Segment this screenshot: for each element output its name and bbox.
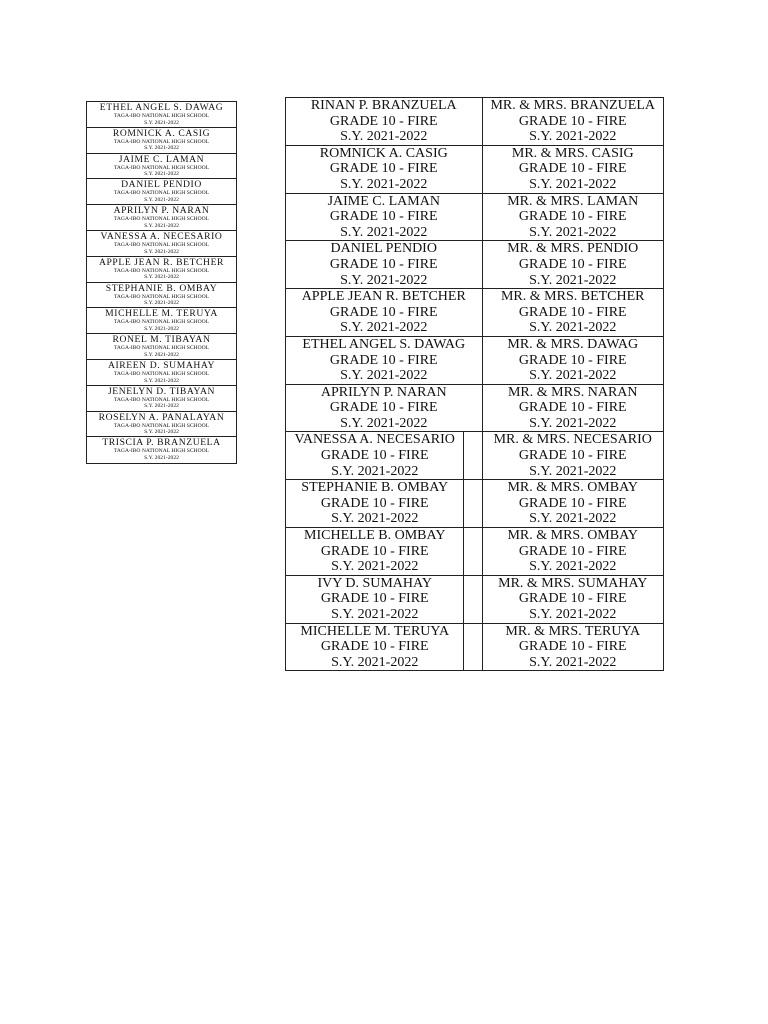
table-row	[286, 623, 664, 671]
tag-name: RONEL M. TIBAYAN	[112, 334, 211, 346]
tag-name: ROMNICK A. CASIG	[112, 127, 211, 139]
parent-grade: GRADE 10 - FIRE	[518, 352, 627, 368]
parent-name: MR. & MRS. LAMAN	[507, 193, 639, 209]
tag-school: TAGA-IBO NATIONAL HIGH SCHOOL	[113, 241, 210, 248]
name-tag	[87, 334, 236, 360]
tag-school: TAGA-IBO NATIONAL HIGH SCHOOL	[113, 422, 210, 429]
student-grade: GRADE 10 - FIRE	[329, 400, 438, 416]
parent-cell	[482, 98, 663, 146]
student-grade: GRADE 10 - FIRE	[329, 256, 438, 272]
student-grade: GRADE 10 - FIRE	[329, 352, 438, 368]
parent-name: MR. & MRS. NECESARIO	[493, 432, 652, 448]
tag-school-year: S.Y. 2021-2022	[144, 274, 179, 281]
parent-school-year: S.Y. 2021-2022	[529, 129, 617, 145]
student-grade: GRADE 10 - FIRE	[320, 591, 429, 607]
parent-grade: GRADE 10 - FIRE	[518, 543, 627, 559]
name-tag	[87, 386, 236, 412]
student-grade: GRADE 10 - FIRE	[320, 448, 429, 464]
parent-grade: GRADE 10 - FIRE	[518, 209, 627, 225]
name-tag	[87, 179, 236, 205]
parent-grade: GRADE 10 - FIRE	[518, 591, 627, 607]
student-cell	[286, 528, 464, 576]
student-name: STEPHANIE B. OMBAY	[301, 480, 449, 496]
parent-school-year: S.Y. 2021-2022	[529, 654, 617, 670]
student-school-year: S.Y. 2021-2022	[331, 463, 419, 479]
tag-school-year: S.Y. 2021-2022	[144, 454, 179, 461]
tag-name: TRISCIA P. BRANZUELA	[102, 437, 221, 449]
table-row	[286, 575, 664, 623]
student-cell	[286, 384, 483, 432]
student-name: APRILYN P. NARAN	[320, 384, 447, 400]
student-name: JAIME C. LAMAN	[327, 193, 440, 209]
parent-school-year: S.Y. 2021-2022	[529, 272, 617, 288]
table-row	[286, 289, 664, 337]
tag-school-year: S.Y. 2021-2022	[144, 119, 179, 126]
parent-cell	[482, 289, 663, 337]
student-name: ROMNICK A. CASIG	[319, 145, 448, 161]
student-school-year: S.Y. 2021-2022	[340, 368, 428, 384]
student-cell	[286, 432, 464, 480]
parent-name: MR. & MRS. PENDIO	[507, 241, 639, 257]
parent-name: MR. & MRS. SUMAHAY	[498, 575, 648, 591]
student-grade: GRADE 10 - FIRE	[329, 113, 438, 129]
tag-school: TAGA-IBO NATIONAL HIGH SCHOOL	[113, 113, 210, 119]
parent-cell	[482, 193, 663, 241]
table-row	[286, 193, 664, 241]
parent-grade: GRADE 10 - FIRE	[518, 495, 627, 511]
student-name: IVY D. SUMAHAY	[317, 575, 432, 591]
name-tag	[87, 205, 236, 231]
tag-school-year: S.Y. 2021-2022	[144, 248, 179, 255]
student-grade: GRADE 10 - FIRE	[329, 209, 438, 225]
tag-school-year: S.Y. 2021-2022	[144, 351, 179, 358]
parent-cell	[482, 528, 663, 576]
table-row	[286, 145, 664, 193]
parent-cell	[482, 145, 663, 193]
parent-grade: GRADE 10 - FIRE	[518, 161, 627, 177]
parent-name: MR. & MRS. NARAN	[507, 384, 638, 400]
student-grade: GRADE 10 - FIRE	[320, 543, 429, 559]
parent-name: MR. & MRS. BRANZUELA	[490, 98, 656, 113]
student-cell	[286, 289, 483, 337]
tag-school: TAGA-IBO NATIONAL HIGH SCHOOL	[113, 190, 210, 197]
tag-name: JENELYN D. TIBAYAN	[107, 385, 216, 397]
tag-school: TAGA-IBO NATIONAL HIGH SCHOOL	[113, 370, 210, 377]
tag-school-year: S.Y. 2021-2022	[144, 222, 179, 229]
student-cell	[286, 193, 483, 241]
parent-school-year: S.Y. 2021-2022	[529, 607, 617, 622]
student-cell	[286, 98, 483, 146]
name-tag	[87, 360, 236, 386]
tag-school-year: S.Y. 2021-2022	[144, 377, 179, 384]
tag-school-year: S.Y. 2021-2022	[144, 171, 179, 178]
name-tag	[87, 231, 236, 257]
parent-school-year: S.Y. 2021-2022	[529, 463, 617, 479]
tag-school: TAGA-IBO NATIONAL HIGH SCHOOL	[113, 267, 210, 274]
student-school-year: S.Y. 2021-2022	[340, 272, 428, 288]
spacer-cell	[464, 623, 482, 671]
tag-school-year: S.Y. 2021-2022	[144, 325, 179, 332]
tag-name: STEPHANIE B. OMBAY	[105, 282, 218, 294]
student-cell	[286, 336, 483, 384]
student-school-year: S.Y. 2021-2022	[340, 224, 428, 240]
student-cell	[286, 480, 464, 528]
name-tag	[87, 308, 236, 334]
spacer-cell	[464, 480, 482, 528]
student-school-year: S.Y. 2021-2022	[331, 511, 419, 527]
tag-name: JAIME C. LAMAN	[118, 153, 205, 165]
student-cell	[286, 145, 483, 193]
tag-name: ROSELYN A. PANALAYAN	[98, 411, 225, 423]
tag-school: TAGA-IBO NATIONAL HIGH SCHOOL	[113, 138, 210, 145]
parent-grade: GRADE 10 - FIRE	[518, 304, 627, 320]
student-name: MICHELLE B. OMBAY	[304, 528, 446, 544]
student-name: APPLE JEAN R. BETCHER	[301, 289, 466, 305]
tag-school-year: S.Y. 2021-2022	[144, 429, 179, 436]
table-row	[286, 384, 664, 432]
tag-school-year: S.Y. 2021-2022	[144, 300, 179, 307]
parent-school-year: S.Y. 2021-2022	[529, 368, 617, 384]
name-tag	[87, 283, 236, 309]
parent-cell	[482, 336, 663, 384]
tag-school: TAGA-IBO NATIONAL HIGH SCHOOL	[113, 164, 210, 171]
parent-name: MR. & MRS. DAWAG	[507, 336, 639, 352]
tag-school: TAGA-IBO NATIONAL HIGH SCHOOL	[113, 448, 210, 455]
name-tag	[87, 257, 236, 283]
tag-school: TAGA-IBO NATIONAL HIGH SCHOOL	[113, 345, 210, 352]
tag-name: AIREEN D. SUMAHAY	[107, 359, 216, 371]
parent-name: MR. & MRS. BETCHER	[500, 289, 645, 305]
parent-school-year: S.Y. 2021-2022	[529, 320, 617, 336]
student-name: MICHELLE M. TERUYA	[300, 623, 450, 639]
student-grade: GRADE 10 - FIRE	[329, 161, 438, 177]
name-tag	[87, 437, 236, 463]
parent-cell	[482, 384, 663, 432]
tag-school: TAGA-IBO NATIONAL HIGH SCHOOL	[113, 216, 210, 223]
student-grade: GRADE 10 - FIRE	[320, 495, 429, 511]
tag-name: MICHELLE M. TERUYA	[105, 308, 218, 320]
spacer-cell	[464, 432, 482, 480]
name-tag	[87, 102, 236, 128]
student-name: DANIEL PENDIO	[330, 241, 437, 257]
student-name: ETHEL ANGEL S. DAWAG	[302, 336, 466, 352]
student-school-year: S.Y. 2021-2022	[340, 129, 428, 145]
parent-cell	[482, 241, 663, 289]
tag-name: APPLE JEAN R. BETCHER	[98, 256, 225, 268]
student-grade: GRADE 10 - FIRE	[329, 304, 438, 320]
parent-name: MR. & MRS. TERUYA	[505, 623, 641, 639]
parent-school-year: S.Y. 2021-2022	[529, 176, 617, 192]
parent-name: MR. & MRS. OMBAY	[507, 528, 639, 544]
table-row	[286, 432, 664, 480]
student-name: RINAN P. BRANZUELA	[310, 98, 457, 113]
student-name: VANESSA A. NECESARIO	[294, 432, 455, 448]
table-row	[286, 98, 664, 146]
parent-name: MR. & MRS. CASIG	[511, 145, 634, 161]
parent-grade: GRADE 10 - FIRE	[518, 113, 627, 129]
parent-grade: GRADE 10 - FIRE	[518, 639, 627, 655]
parent-cell	[482, 575, 663, 623]
table-row	[286, 241, 664, 289]
tag-name: DANIEL PENDIO	[121, 179, 202, 191]
tag-school: TAGA-IBO NATIONAL HIGH SCHOOL	[113, 319, 210, 326]
tag-school: TAGA-IBO NATIONAL HIGH SCHOOL	[113, 293, 210, 300]
student-school-year: S.Y. 2021-2022	[331, 654, 419, 670]
label-table	[285, 97, 664, 671]
student-cell	[286, 623, 464, 671]
student-school-year: S.Y. 2021-2022	[331, 607, 419, 622]
table-row	[286, 480, 664, 528]
student-cell	[286, 241, 483, 289]
table-row	[286, 528, 664, 576]
tag-school-year: S.Y. 2021-2022	[144, 196, 179, 203]
parent-school-year: S.Y. 2021-2022	[529, 224, 617, 240]
student-school-year: S.Y. 2021-2022	[340, 176, 428, 192]
parent-school-year: S.Y. 2021-2022	[529, 511, 617, 527]
parent-grade: GRADE 10 - FIRE	[518, 400, 627, 416]
spacer-cell	[464, 528, 482, 576]
parent-grade: GRADE 10 - FIRE	[518, 448, 627, 464]
parent-cell	[482, 432, 663, 480]
student-school-year: S.Y. 2021-2022	[331, 559, 419, 575]
student-cell	[286, 575, 464, 623]
name-tag	[87, 412, 236, 438]
tag-name: VANESSA A. NECESARIO	[100, 230, 223, 242]
name-tag	[87, 128, 236, 154]
student-school-year: S.Y. 2021-2022	[340, 415, 428, 431]
name-tag	[87, 154, 236, 180]
parent-cell	[482, 623, 663, 671]
table-row	[286, 336, 664, 384]
tag-name: ETHEL ANGEL S. DAWAG	[99, 102, 224, 113]
parent-cell	[482, 480, 663, 528]
parent-name: MR. & MRS. OMBAY	[507, 480, 639, 496]
spacer-cell	[464, 575, 482, 623]
tag-school-year: S.Y. 2021-2022	[144, 403, 179, 410]
parent-school-year: S.Y. 2021-2022	[529, 559, 617, 575]
student-grade: GRADE 10 - FIRE	[320, 639, 429, 655]
tag-school: TAGA-IBO NATIONAL HIGH SCHOOL	[113, 396, 210, 403]
student-school-year: S.Y. 2021-2022	[340, 320, 428, 336]
tag-name: APRILYN P. NARAN	[113, 205, 210, 217]
parent-grade: GRADE 10 - FIRE	[518, 256, 627, 272]
tag-school-year: S.Y. 2021-2022	[144, 145, 179, 152]
parent-school-year: S.Y. 2021-2022	[529, 415, 617, 431]
name-tag-list	[86, 101, 237, 464]
